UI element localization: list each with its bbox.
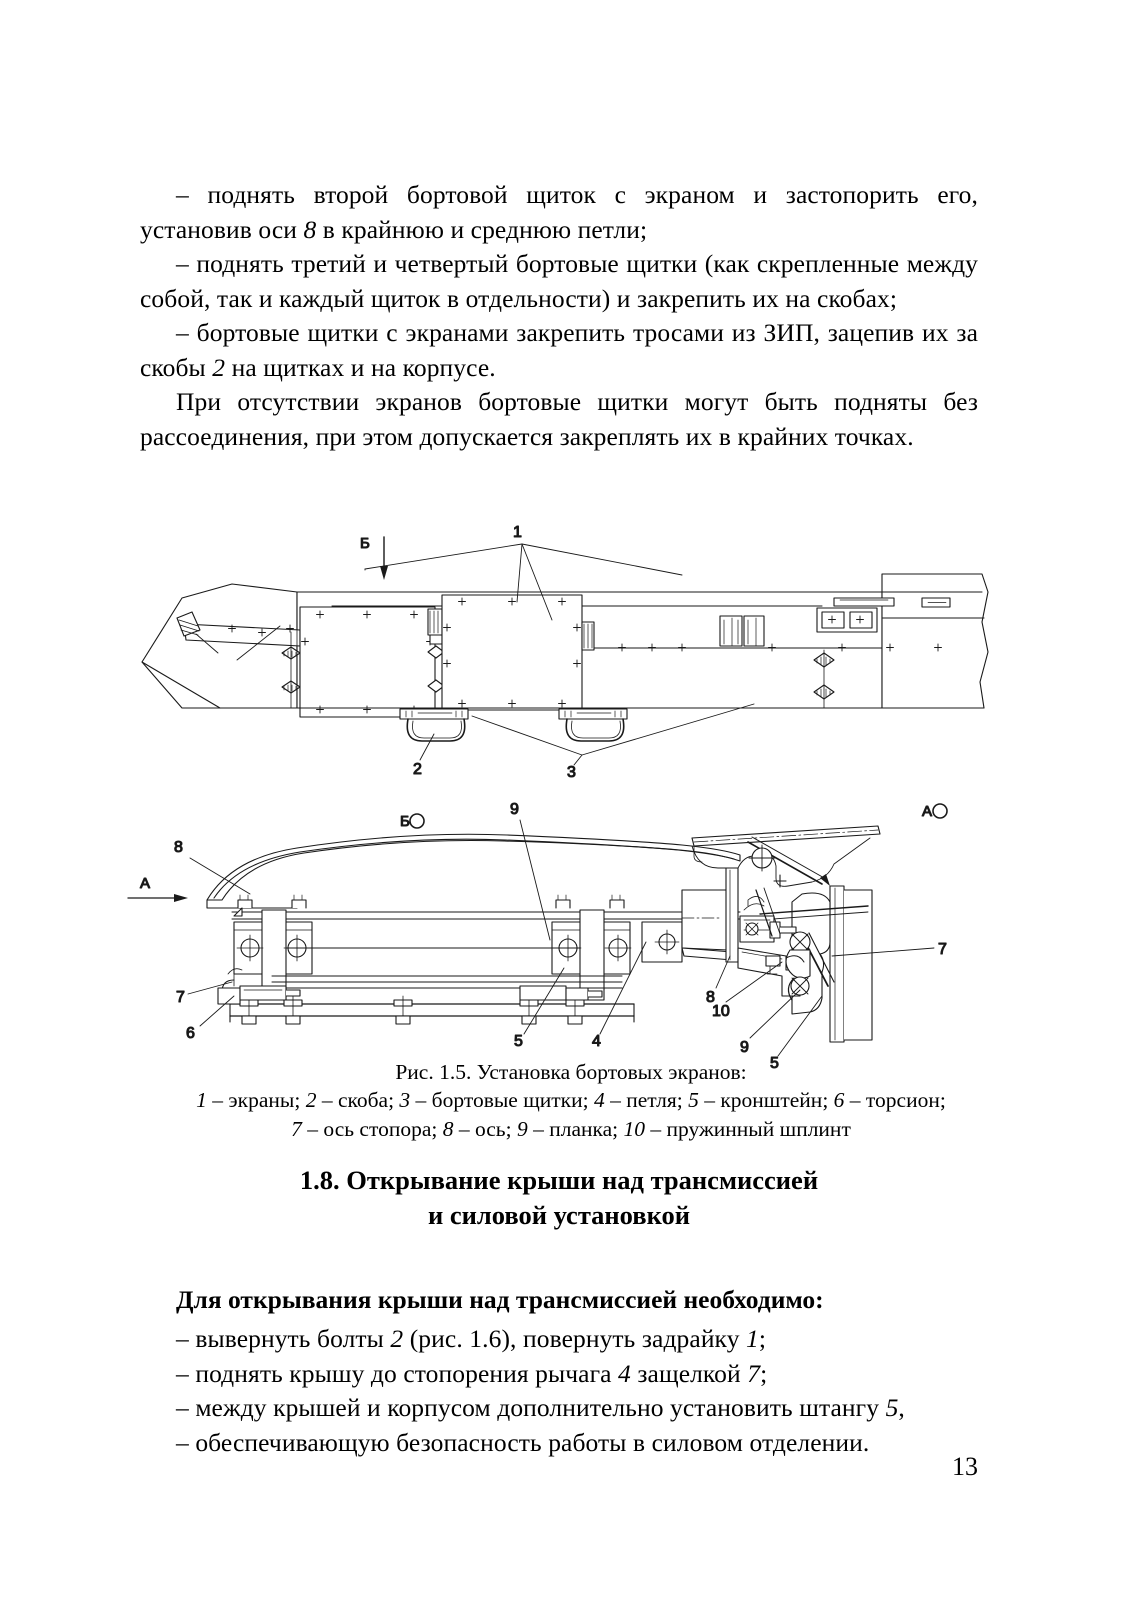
section-arrow-b [380,537,388,580]
detail-marker-b [400,813,424,830]
paragraph: При отсутствии экранов бортовые щитки могут быть подняты без рассоединения, при этом допускается закреплять их в крайних точках. [140,387,978,451]
handle-bracket-right [559,709,627,741]
drawing-label-a-detail: A [922,803,933,820]
rear-bracket-cluster [720,616,764,646]
body-text-top [140,178,978,454]
list-item: – между крышей и корпусом дополнительно установить штангу 5, [176,1393,905,1423]
drawing-callout-8-detail: 8 [706,989,715,1006]
handle-bracket-left [400,709,468,741]
view-arrow-a [128,875,188,902]
drawing-label-b-section: Б [400,813,410,830]
drawing-label-a-arrow: A [140,875,151,892]
drawing-callout-5-section: 5 [514,1033,523,1050]
paragraph: – поднять третий и четвертый бортовые щитки (как скрепленные между собой, так и каждый щиток в отдельности) и закрепить их на скобах; [140,249,978,313]
section-lead-in: Для открывания крыши над трансмиссией необходимо: [176,1285,824,1314]
drawing-callout-7-section: 7 [176,989,185,1006]
far-right-support [642,922,682,962]
detail-marker-a [922,803,947,820]
list-item: – обеспечивающую безопасность работы в силовом отделении. [176,1427,870,1457]
section-view-b-b [128,801,740,1050]
drawing-callout-6-section: 6 [186,1025,195,1042]
figure-legend-line-2: 7 – ось стопора; 8 – ось; 9 – планка; 10 – пружинный шплинт [291,1116,851,1141]
drawing-callout-7-detail: 7 [938,941,947,958]
figure-caption [120,1058,1022,1143]
drawing-callout-4-section: 4 [592,1033,601,1050]
section-heading-line-2: и силовой установкой [427,1199,691,1230]
top-view-vehicle-profile [142,524,988,781]
paragraph: – поднять второй бортовой щиток с экраном и застопорить его, установив оси 8 в крайнюю и среднюю петли; [140,180,978,244]
drawing-callout-10-detail: 10 [712,1003,730,1020]
drawing-callout-9-section: 9 [510,801,519,818]
drawing-callout-2: 2 [413,761,422,778]
section-heading [140,1163,978,1233]
figure-caption-title: Рис. 1.5. Установка бортовых экранов: [395,1060,747,1084]
list-item: – поднять крышу до стопорения рычага 4 защелкой 7; [176,1358,768,1388]
figure-legend-line-1: 1 – экраны; 2 – скоба; 3 – бортовые щитки; 4 – петля; 5 – кронштейн; 6 – торсион; [196,1088,946,1113]
panel-joint-2 [582,622,594,650]
drawing-callout-8-section: 8 [174,839,183,856]
section-item-list [140,1322,986,1460]
drawing-label-b-top: Б [360,535,370,552]
detail-view-a [682,803,947,1072]
drawing-callout-5-detail: 5 [770,1055,779,1072]
drawing-callout-9-detail: 9 [740,1039,749,1056]
drawing-callout-3: 3 [567,764,576,781]
page-number: 13 [952,1452,978,1481]
drawing-callout-1: 1 [513,524,522,541]
paragraph: – бортовые щитки с экранами закрепить тросами из ЗИП, зацепив их за скобы 2 на щитках и на корпусе. [140,318,978,382]
section-heading-line-1: 1.8. Открывание крыши над трансмиссией [299,1165,819,1195]
list-item: – вывернуть болты 2 (рис. 1.6), повернуть задрайку 1; [176,1324,767,1353]
